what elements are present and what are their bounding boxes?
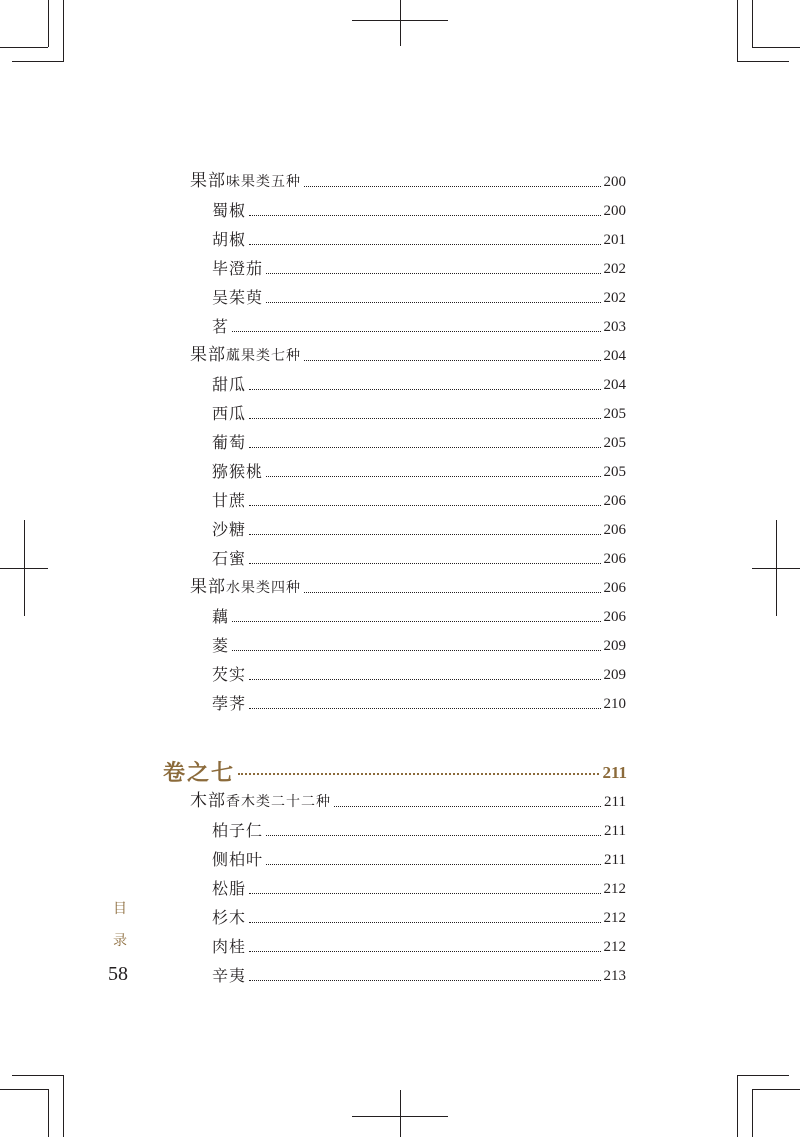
toc-section-subtitle: 香木类二十二种 xyxy=(226,794,331,810)
dot-leader xyxy=(238,773,599,775)
dot-leader xyxy=(249,708,600,709)
toc-page-number: 200 xyxy=(603,203,626,219)
toc-page-number: 211 xyxy=(604,852,626,868)
toc-page-number: 211 xyxy=(602,763,627,782)
toc-item-entry[interactable] xyxy=(212,873,626,899)
toc-entry-title: 甜瓜 xyxy=(212,375,247,394)
toc-entry-title: 西瓜 xyxy=(212,404,247,423)
toc-page-number: 206 xyxy=(603,522,626,538)
dot-leader xyxy=(304,186,601,187)
toc-item-entry[interactable] xyxy=(212,543,626,569)
toc-section-head: 果部 xyxy=(190,577,226,597)
toc-item-entry[interactable] xyxy=(212,456,626,482)
toc-item-entry[interactable] xyxy=(212,688,626,714)
dot-leader xyxy=(249,418,600,419)
toc-section-entry[interactable] xyxy=(190,166,626,192)
toc-section-subtitle: 味果类五种 xyxy=(226,174,301,190)
toc-page-number: 211 xyxy=(604,823,626,839)
toc-entry-title: 芡实 xyxy=(212,665,247,684)
toc-item-entry[interactable] xyxy=(212,630,626,656)
toc-section-entry[interactable] xyxy=(190,572,626,598)
dot-leader xyxy=(266,835,601,836)
toc-item-entry[interactable] xyxy=(212,485,626,511)
toc-page-number: 206 xyxy=(603,493,626,509)
dot-leader xyxy=(334,806,601,807)
toc-page-number: 202 xyxy=(603,290,626,306)
dot-leader xyxy=(266,302,600,303)
dot-leader xyxy=(249,447,600,448)
dot-leader xyxy=(249,244,600,245)
toc-entry-title: 猕猴桃 xyxy=(212,462,264,481)
toc-page-number: 212 xyxy=(603,881,626,897)
toc-entry-title: 石蜜 xyxy=(212,549,247,568)
toc-page-number: 205 xyxy=(603,464,626,480)
toc-section-subtitle: 水果类四种 xyxy=(226,580,301,596)
toc-item-entry[interactable] xyxy=(212,514,626,540)
toc-entry-title: 毕澄茄 xyxy=(212,259,264,278)
toc-item-entry[interactable] xyxy=(212,311,626,337)
toc-entry-title: 吴茱萸 xyxy=(212,288,264,307)
toc-item-entry[interactable] xyxy=(212,902,626,928)
toc-item-entry[interactable] xyxy=(212,369,626,395)
dot-leader xyxy=(249,505,600,506)
toc-section-entry[interactable] xyxy=(190,786,626,812)
toc-entry-title: 葡萄 xyxy=(212,433,247,452)
toc-entry-title xyxy=(190,345,301,366)
toc-page-number: 203 xyxy=(603,319,626,335)
toc-page-number: 204 xyxy=(603,377,626,393)
toc-section-head: 木部 xyxy=(190,791,226,811)
dot-leader xyxy=(304,592,601,593)
toc-page-number: 210 xyxy=(603,696,626,712)
toc-section-subtitle: 蓏果类七种 xyxy=(226,348,301,364)
toc-item-entry[interactable] xyxy=(212,931,626,957)
toc-entry-title: 藕 xyxy=(212,607,230,626)
toc-page-number: 205 xyxy=(603,435,626,451)
toc-page-number: 213 xyxy=(603,968,626,984)
toc-item-entry[interactable] xyxy=(212,224,626,250)
toc-page-number: 211 xyxy=(604,794,626,810)
toc-section-head: 果部 xyxy=(190,345,226,365)
toc-entry-title: 柏子仁 xyxy=(212,821,264,840)
toc-entry-title: 杉木 xyxy=(212,908,247,927)
toc-page-number: 206 xyxy=(603,580,626,596)
toc-entry-title: 侧柏叶 xyxy=(212,850,264,869)
toc-entry-title: 菱 xyxy=(212,636,230,655)
toc-item-entry[interactable] xyxy=(212,282,626,308)
side-label-char: 录 xyxy=(113,933,127,949)
toc-entry-title: 茗 xyxy=(212,317,230,336)
dot-leader xyxy=(249,893,600,894)
dot-leader xyxy=(266,273,600,274)
toc-entry-title xyxy=(190,577,301,598)
toc-page-number: 204 xyxy=(603,348,626,364)
toc-entry-title: 荸荠 xyxy=(212,694,247,713)
toc-entry-title: 沙糖 xyxy=(212,520,247,539)
toc-page-number: 205 xyxy=(603,406,626,422)
toc-entry-title: 卷之七 xyxy=(163,760,236,786)
toc-item-entry[interactable] xyxy=(212,815,626,841)
dot-leader xyxy=(249,215,600,216)
toc-section-entry[interactable] xyxy=(190,340,626,366)
dot-leader xyxy=(232,650,600,651)
toc-entry-title: 甘蔗 xyxy=(212,491,247,510)
dot-leader xyxy=(266,864,601,865)
toc-item-entry[interactable] xyxy=(212,398,626,424)
dot-leader xyxy=(266,476,600,477)
dot-leader xyxy=(249,563,600,564)
toc-entry-title xyxy=(190,791,331,812)
toc-entry-title: 松脂 xyxy=(212,879,247,898)
toc-page-number: 209 xyxy=(603,667,626,683)
dot-leader xyxy=(249,389,600,390)
toc-entry-title: 蜀椒 xyxy=(212,201,247,220)
toc-page-number: 212 xyxy=(603,910,626,926)
dot-leader xyxy=(232,331,600,332)
dot-leader xyxy=(232,621,600,622)
toc-entry-title: 肉桂 xyxy=(212,937,247,956)
toc-page-number: 209 xyxy=(603,638,626,654)
toc-item-entry[interactable] xyxy=(212,844,626,870)
toc-item-entry[interactable] xyxy=(212,195,626,221)
page-number: 58 xyxy=(108,963,128,985)
toc-item-entry[interactable] xyxy=(212,601,626,627)
toc-item-entry[interactable] xyxy=(212,427,626,453)
toc-item-entry[interactable] xyxy=(212,253,626,279)
dot-leader xyxy=(249,534,600,535)
toc-entry-title xyxy=(190,171,301,192)
toc-page-number: 202 xyxy=(603,261,626,277)
toc-item-entry[interactable] xyxy=(212,659,626,685)
toc-section-head: 果部 xyxy=(190,171,226,191)
toc-page-number: 206 xyxy=(603,551,626,567)
toc-page-number: 206 xyxy=(603,609,626,625)
toc-page-number: 201 xyxy=(603,232,626,248)
dot-leader xyxy=(249,679,600,680)
side-label-char: 目 xyxy=(113,901,127,917)
toc-page-number: 212 xyxy=(603,939,626,955)
toc-entry-title: 胡椒 xyxy=(212,230,247,249)
toc-volume-entry[interactable] xyxy=(163,749,627,786)
dot-leader xyxy=(249,980,600,981)
toc-entry-title: 辛夷 xyxy=(212,966,247,985)
dot-leader xyxy=(304,360,601,361)
dot-leader xyxy=(249,922,600,923)
dot-leader xyxy=(249,951,600,952)
toc-page-number: 200 xyxy=(603,174,626,190)
toc-item-entry[interactable] xyxy=(212,960,626,986)
